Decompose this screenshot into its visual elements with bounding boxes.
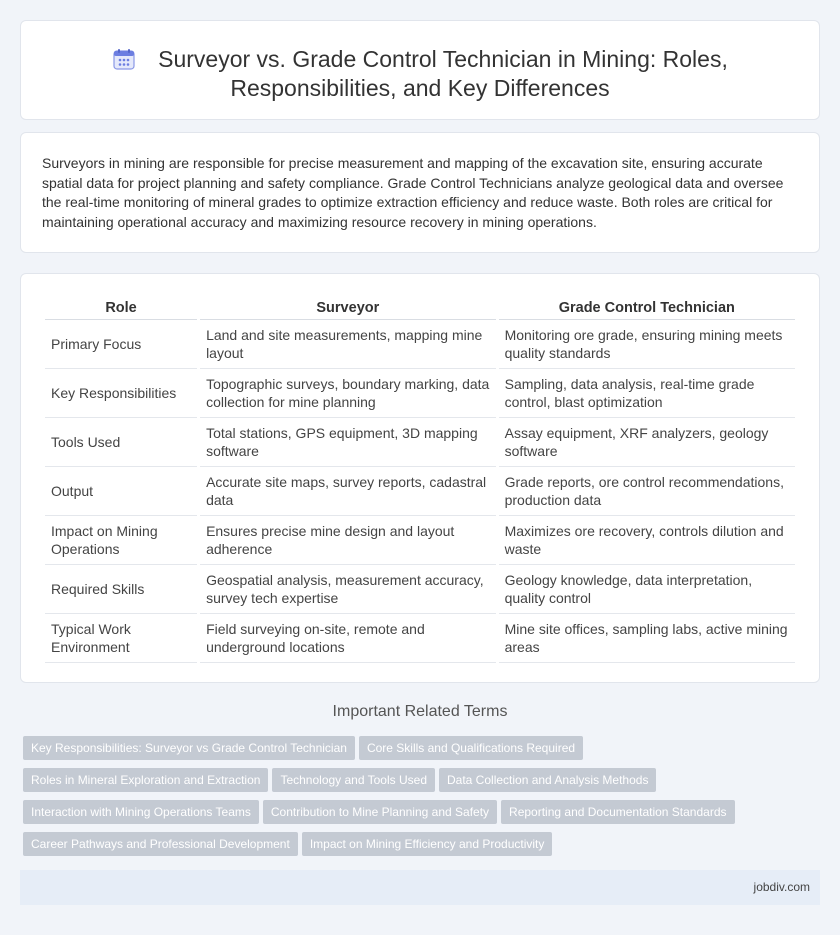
table-row: [45, 614, 795, 663]
header-grade-control-technician: Grade Control Technician: [499, 296, 795, 320]
tag-row: [23, 800, 803, 832]
intro-paragraph: Surveyors in mining are responsible for precise measurement and mapping of the excavation site, ensuring accurate spatial data for project planning and safety compliance. Grade Control Technicians analyze geological data and oversee the real-time monitoring of mineral grades to optimize extraction efficiency and reduce waste. Both roles are critical for maintaining operational accuracy and maximizing resource recovery in mining operations.: [42, 155, 784, 230]
header-role: Role: [45, 296, 197, 320]
technician-cell: Maximizes ore recovery, controls dilution and waste: [499, 516, 795, 565]
table-row: [45, 320, 795, 369]
table-row: [45, 467, 795, 516]
surveyor-cell: Field surveying on-site, remote and underground locations: [200, 614, 496, 663]
related-term-tag[interactable]: Contribution to Mine Planning and Safety: [263, 800, 497, 824]
surveyor-cell: Land and site measurements, mapping mine layout: [200, 320, 496, 369]
table-row: [45, 369, 795, 418]
intro-card: [20, 132, 820, 253]
table-row: [45, 516, 795, 565]
related-term-tag[interactable]: Technology and Tools Used: [272, 768, 435, 792]
related-term-tag[interactable]: Interaction with Mining Operations Teams: [23, 800, 259, 824]
role-cell: Output: [45, 467, 197, 516]
page-title: [21, 45, 819, 103]
page-title-text: Surveyor vs. Grade Control Technician in Mining: Roles, Responsibilities, and Key Differences: [158, 46, 728, 101]
related-term-tag[interactable]: Roles in Mineral Exploration and Extraction: [23, 768, 268, 792]
comparison-card: [20, 273, 820, 683]
role-cell: Impact on Mining Operations: [45, 516, 197, 565]
related-terms-title: Important Related Terms: [332, 703, 508, 720]
technician-cell: Mine site offices, sampling labs, active mining areas: [499, 614, 795, 663]
surveyor-cell: Topographic surveys, boundary marking, data collection for mine planning: [200, 369, 496, 418]
table-row: [45, 565, 795, 614]
technician-cell: Sampling, data analysis, real-time grade control, blast optimization: [499, 369, 795, 418]
role-cell: Tools Used: [45, 418, 197, 467]
comparison-table: [42, 296, 798, 663]
header-card: [20, 20, 820, 120]
related-term-tag[interactable]: Reporting and Documentation Standards: [501, 800, 734, 824]
surveyor-cell: Ensures precise mine design and layout adherence: [200, 516, 496, 565]
related-term-tag[interactable]: Data Collection and Analysis Methods: [439, 768, 656, 792]
tag-row: [23, 736, 803, 768]
calendar-icon: [112, 47, 136, 71]
role-cell: Key Responsibilities: [45, 369, 197, 418]
technician-cell: Assay equipment, XRF analyzers, geology software: [499, 418, 795, 467]
technician-cell: Geology knowledge, data interpretation, quality control: [499, 565, 795, 614]
header-surveyor: Surveyor: [200, 296, 496, 320]
related-terms-list: [23, 736, 803, 864]
header: [21, 45, 819, 103]
surveyor-cell: Accurate site maps, survey reports, cadastral data: [200, 467, 496, 516]
tag-row: [23, 832, 803, 864]
table-header-row: [45, 296, 795, 320]
related-term-tag[interactable]: Impact on Mining Efficiency and Productivity: [302, 832, 553, 856]
role-cell: Primary Focus: [45, 320, 197, 369]
related-term-tag[interactable]: Career Pathways and Professional Development: [23, 832, 298, 856]
related-term-tag[interactable]: Key Responsibilities: Surveyor vs Grade Control Technician: [23, 736, 355, 760]
site-link[interactable]: jobdiv.com: [753, 880, 810, 894]
surveyor-cell: Geospatial analysis, measurement accuracy, survey tech expertise: [200, 565, 496, 614]
role-cell: Typical Work Environment: [45, 614, 197, 663]
technician-cell: Grade reports, ore control recommendations, production data: [499, 467, 795, 516]
role-cell: Required Skills: [45, 565, 197, 614]
technician-cell: Monitoring ore grade, ensuring mining meets quality standards: [499, 320, 795, 369]
tag-row: [23, 768, 803, 800]
table-row: [45, 418, 795, 467]
surveyor-cell: Total stations, GPS equipment, 3D mapping software: [200, 418, 496, 467]
footer: [20, 870, 820, 905]
related-term-tag[interactable]: Core Skills and Qualifications Required: [359, 736, 583, 760]
